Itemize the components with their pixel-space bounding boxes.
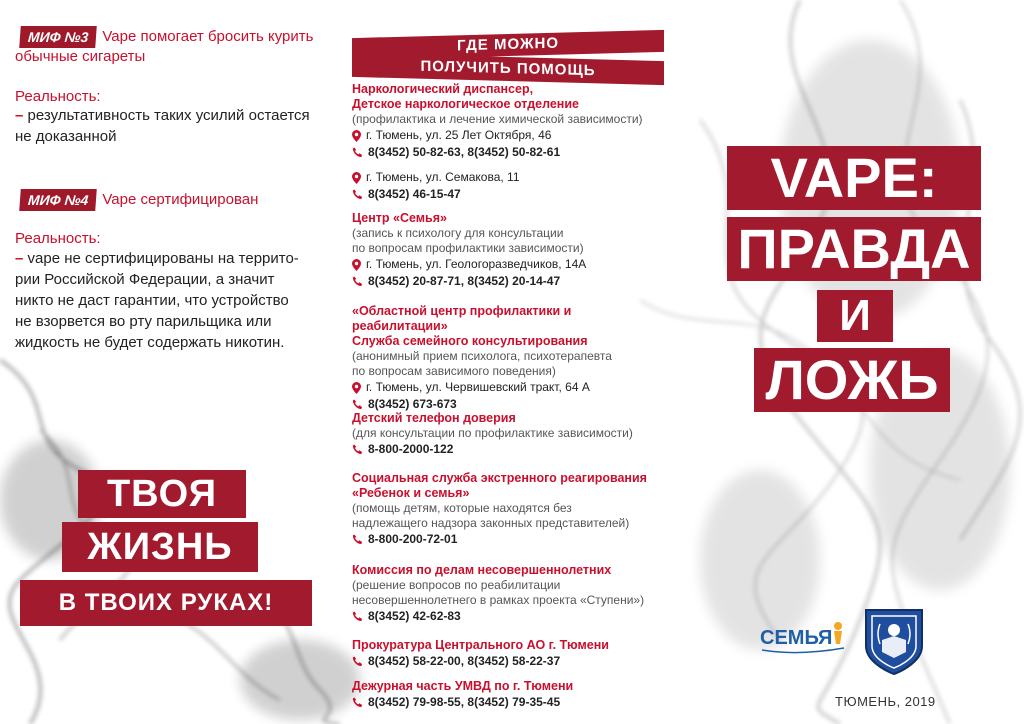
map-pin-icon bbox=[352, 172, 361, 184]
org-narcology bbox=[352, 82, 670, 203]
phone-icon bbox=[352, 697, 363, 708]
phone-text: 8(3452) 79-98-55, 8(3452) 79-35-45 bbox=[368, 695, 561, 709]
myth3-headline-1: Vape помогает бросить курить bbox=[102, 28, 314, 45]
phone-line[interactable] bbox=[352, 186, 670, 203]
phone-line[interactable] bbox=[352, 273, 670, 290]
title-line-3: И bbox=[817, 290, 893, 342]
org-minors-commission bbox=[352, 563, 670, 625]
org-note: несовершеннолетнего в рамках проекта «Ступени») bbox=[352, 593, 645, 607]
org-note: (для консультации по профилактике зависимости) bbox=[352, 426, 633, 440]
myth3-reality-label: Реальность: bbox=[15, 88, 101, 105]
org-name: Прокуратура Центрального АО г. Тюмени bbox=[352, 638, 609, 652]
phone-icon bbox=[352, 276, 363, 287]
org-note: (запись к психологу для консультации bbox=[352, 226, 564, 240]
left-panel bbox=[0, 0, 340, 724]
semya-logo-text: СЕМЬЯ bbox=[760, 627, 833, 649]
myth4-reality-text bbox=[15, 248, 337, 353]
org-center-semya bbox=[352, 211, 670, 290]
address-text: г. Тюмень, ул. Червишевский тракт, 64 А bbox=[366, 380, 590, 394]
org-name: «Ребенок и семья» bbox=[352, 486, 470, 500]
org-name: Дежурная часть УМВД по г. Тюмени bbox=[352, 679, 574, 693]
address-text: г. Тюмень, ул. Семакова, 11 bbox=[366, 170, 520, 184]
help-title-banner bbox=[352, 20, 664, 82]
phone-line[interactable] bbox=[352, 694, 670, 711]
org-name: Комиссия по делам несовершеннолетних bbox=[352, 563, 612, 577]
org-note: по вопросам профилактики зависимости) bbox=[352, 241, 584, 255]
phone-icon bbox=[352, 534, 363, 545]
org-name: Детское наркологическое отделение bbox=[352, 97, 579, 111]
myth4-headline: Vape сертифицирован bbox=[102, 191, 259, 208]
phone-icon bbox=[352, 189, 363, 200]
map-pin-icon bbox=[352, 259, 361, 271]
phone-line[interactable] bbox=[352, 608, 670, 625]
org-note: по вопросам зависимого поведения) bbox=[352, 364, 556, 378]
help-title-1: ГДЕ МОЖНО bbox=[352, 30, 664, 60]
org-name: Детский телефон доверия bbox=[352, 411, 516, 425]
org-note: (помощь детям, которые находятся без bbox=[352, 501, 572, 515]
title-line-1: VAPE: bbox=[727, 146, 981, 210]
slogan-line-2: ЖИЗНЬ bbox=[62, 522, 258, 572]
phone-icon bbox=[352, 656, 363, 667]
phone-icon bbox=[352, 399, 363, 410]
address-line bbox=[352, 256, 670, 273]
myth3-header bbox=[20, 26, 313, 48]
myth4-header bbox=[20, 189, 258, 211]
map-pin-icon bbox=[352, 382, 361, 394]
phone-text: 8(3452) 673-673 bbox=[368, 397, 457, 411]
map-pin-icon bbox=[352, 130, 361, 142]
phone-text: 8(3452) 42-62-83 bbox=[368, 609, 461, 623]
org-trust-phone bbox=[352, 411, 670, 458]
phone-icon bbox=[352, 444, 363, 455]
crest-emblem bbox=[862, 606, 926, 676]
org-name: Социальная служба экстренного реагирования bbox=[352, 471, 647, 485]
myth4-reality-label: Реальность: bbox=[15, 230, 101, 247]
myth4-reality-dash: – bbox=[15, 250, 24, 267]
phone-line[interactable] bbox=[352, 144, 670, 161]
phone-line[interactable] bbox=[352, 531, 670, 548]
phone-text: 8(3452) 58-22-00, 8(3452) 58-22-37 bbox=[368, 654, 561, 668]
phone-line[interactable] bbox=[352, 441, 670, 458]
phone-text: 8(3452) 20-87-71, 8(3452) 20-14-47 bbox=[368, 274, 561, 288]
org-note: (решение вопросов по реабилитации bbox=[352, 578, 561, 592]
phone-text: 8-800-2000-122 bbox=[368, 442, 454, 456]
org-note: (профилактика и лечение химической зависимости) bbox=[352, 112, 643, 126]
org-note: надлежащего надзора законных представителей) bbox=[352, 516, 630, 530]
myth3-tag: МИФ №3 bbox=[19, 26, 97, 48]
phone-text: 8(3452) 46-15-47 bbox=[368, 187, 461, 201]
slogan-line-3: В ТВОИХ РУКАХ! bbox=[20, 580, 312, 626]
help-title-2: ПОЛУЧИТЬ ПОМОЩЬ bbox=[352, 53, 664, 85]
org-name: Наркологический диспансер, bbox=[352, 82, 534, 96]
org-prosecutor bbox=[352, 638, 670, 670]
address-text: г. Тюмень, ул. Геологоразведчиков, 14А bbox=[366, 257, 587, 271]
phone-line[interactable] bbox=[352, 653, 670, 670]
semya-logo bbox=[758, 618, 848, 658]
city-year: ТЮМЕНЬ, 2019 bbox=[835, 694, 936, 709]
phone-text: 8(3452) 50-82-63, 8(3452) 50-82-61 bbox=[368, 145, 561, 159]
address-line bbox=[352, 379, 670, 396]
slogan-line-1: ТВОЯ bbox=[78, 470, 246, 518]
myth3-reality-dash: – bbox=[15, 107, 24, 124]
phone-icon bbox=[352, 147, 363, 158]
myth3-reality-text bbox=[15, 105, 335, 147]
address-line bbox=[352, 127, 670, 144]
title-line-2: ПРАВДА bbox=[727, 217, 981, 281]
org-name: «Областной центр профилактики и реабилитации» bbox=[352, 304, 572, 333]
phone-text: 8-800-200-72-01 bbox=[368, 532, 458, 546]
org-name: Служба семейного консультирования bbox=[352, 334, 588, 348]
org-note: (анонимный прием психолога, психотерапевта bbox=[352, 349, 612, 363]
myth3-headline-2: обычные сигареты bbox=[15, 48, 146, 65]
myth4-tag: МИФ №4 bbox=[19, 189, 97, 211]
title-line-4: ЛОЖЬ bbox=[754, 348, 950, 412]
myth3-reality-body: результативность таких усилий остается не доказанной bbox=[15, 107, 310, 145]
org-name: Центр «Семья» bbox=[352, 211, 447, 225]
address-text: г. Тюмень, ул. 25 Лет Октября, 46 bbox=[366, 128, 552, 142]
myth4-reality-body: vape не сертифицированы на террито- рии Российской Федерации, а значит никто не даст гарантии, что устройство не взорвется во рту парильщика или жидкость не будет содержать никотин. bbox=[15, 250, 299, 351]
org-regional-center bbox=[352, 304, 670, 413]
org-emergency-service bbox=[352, 471, 670, 548]
org-police bbox=[352, 679, 670, 711]
phone-icon bbox=[352, 611, 363, 622]
address-line bbox=[352, 169, 670, 186]
